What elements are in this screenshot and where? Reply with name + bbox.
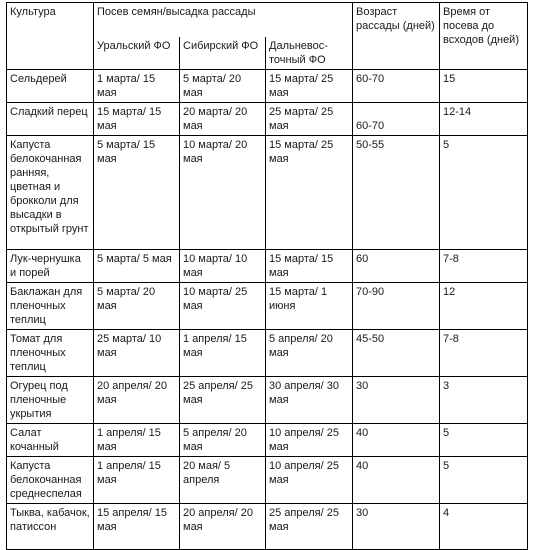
cell-time: 4 — [440, 504, 528, 550]
cell-ural: 5 марта/ 15 мая — [94, 136, 180, 250]
header-region-siberia: Сибирский ФО — [180, 37, 266, 70]
cell-age: 70-90 — [353, 283, 440, 330]
cell-age: 30 — [353, 377, 440, 424]
cell-ural: 1 апреля/ 15 мая — [94, 457, 180, 504]
cell-time: 5 — [440, 424, 528, 457]
cell-age: 60 — [353, 250, 440, 283]
cell-time: 5 — [440, 136, 528, 250]
cell-siberia: 25 апреля/ 25 мая — [180, 377, 266, 424]
cell-culture: Лук-чернушка и порей — [7, 250, 94, 283]
cell-ural: 1 апреля/ 15 мая — [94, 424, 180, 457]
cell-culture: Капуста белокочанная среднеспелая — [7, 457, 94, 504]
cell-time: 12 — [440, 283, 528, 330]
cell-fareast: 15 марта/ 1 июня — [266, 283, 353, 330]
cell-fareast: 25 марта/ 25 мая — [266, 103, 353, 136]
cell-culture: Салат кочанный — [7, 424, 94, 457]
header-germination-time: Время от посева до всходов (дней) — [440, 3, 528, 70]
cell-ural: 15 марта/ 15 мая — [94, 103, 180, 136]
cell-siberia: 20 апреля/ 20 мая — [180, 504, 266, 550]
header-region-ural: Уральский ФО — [94, 37, 180, 70]
cell-fareast: 5 апреля/ 20 мая — [266, 330, 353, 377]
cell-age: 40 — [353, 424, 440, 457]
cell-time: 12-14 — [440, 103, 528, 136]
header-seedling-age: Возраст рассады (дней) — [353, 3, 440, 70]
cell-ural: 5 марта/ 20 мая — [94, 283, 180, 330]
planting-table — [6, 2, 528, 550]
cell-fareast: 15 марта/ 25 мая — [266, 136, 353, 250]
cell-fareast: 25 апреля/ 25 мая — [266, 504, 353, 550]
cell-age: 40 — [353, 457, 440, 504]
cell-fareast: 10 апреля/ 25 мая — [266, 457, 353, 504]
cell-fareast: 15 марта/ 25 мая — [266, 70, 353, 103]
cell-ural: 5 марта/ 5 мая — [94, 250, 180, 283]
cell-culture: Баклажан для пленочных теплиц — [7, 283, 94, 330]
cell-time: 7-8 — [440, 250, 528, 283]
cell-time: 3 — [440, 377, 528, 424]
cell-culture: Огурец под пленочные укрытия — [7, 377, 94, 424]
cell-siberia: 20 марта/ 20 мая — [180, 103, 266, 136]
header-region-fareast: Дальневос-точный ФО — [266, 37, 353, 70]
cell-ural: 25 марта/ 10 мая — [94, 330, 180, 377]
cell-fareast: 30 апреля/ 30 мая — [266, 377, 353, 424]
cell-siberia: 20 мая/ 5 апреля — [180, 457, 266, 504]
header-sowing: Посев семян/высадка рассады — [94, 3, 353, 38]
cell-time: 15 — [440, 70, 528, 103]
table-row — [7, 250, 528, 283]
table-row — [7, 424, 528, 457]
cell-fareast: 15 марта/ 15 мая — [266, 250, 353, 283]
cell-culture: Тыква, кабачок, патиссон — [7, 504, 94, 550]
table-row — [7, 70, 528, 103]
table-row — [7, 457, 528, 504]
header-culture: Культура — [7, 3, 94, 70]
cell-fareast: 10 апреля/ 25 мая — [266, 424, 353, 457]
cell-age: 60-70 — [353, 70, 440, 103]
cell-time: 7-8 — [440, 330, 528, 377]
table-row — [7, 377, 528, 424]
table-row — [7, 283, 528, 330]
cell-culture: Капуста белокочанная ранняя, цветная и брокколи для высадки в открытый грунт — [7, 136, 94, 250]
cell-age: 45-50 — [353, 330, 440, 377]
cell-siberia: 5 марта/ 20 мая — [180, 70, 266, 103]
cell-culture: Сладкий перец — [7, 103, 94, 136]
table-row — [7, 103, 528, 136]
cell-siberia: 10 марта/ 25 мая — [180, 283, 266, 330]
cell-siberia: 5 апреля/ 20 мая — [180, 424, 266, 457]
table-row — [7, 330, 528, 377]
cell-culture: Томат для пленочных теплиц — [7, 330, 94, 377]
cell-siberia: 10 марта/ 10 мая — [180, 250, 266, 283]
cell-siberia: 10 марта/ 20 мая — [180, 136, 266, 250]
table-row — [7, 136, 528, 250]
cell-culture: Сельдерей — [7, 70, 94, 103]
table-row — [7, 504, 528, 550]
cell-age: 60-70 — [353, 103, 440, 136]
cell-ural: 15 апреля/ 15 мая — [94, 504, 180, 550]
cell-ural: 1 марта/ 15 мая — [94, 70, 180, 103]
cell-age: 30 — [353, 504, 440, 550]
cell-age: 50-55 — [353, 136, 440, 250]
cell-time: 5 — [440, 457, 528, 504]
cell-siberia: 1 апреля/ 15 мая — [180, 330, 266, 377]
cell-ural: 20 апреля/ 20 мая — [94, 377, 180, 424]
